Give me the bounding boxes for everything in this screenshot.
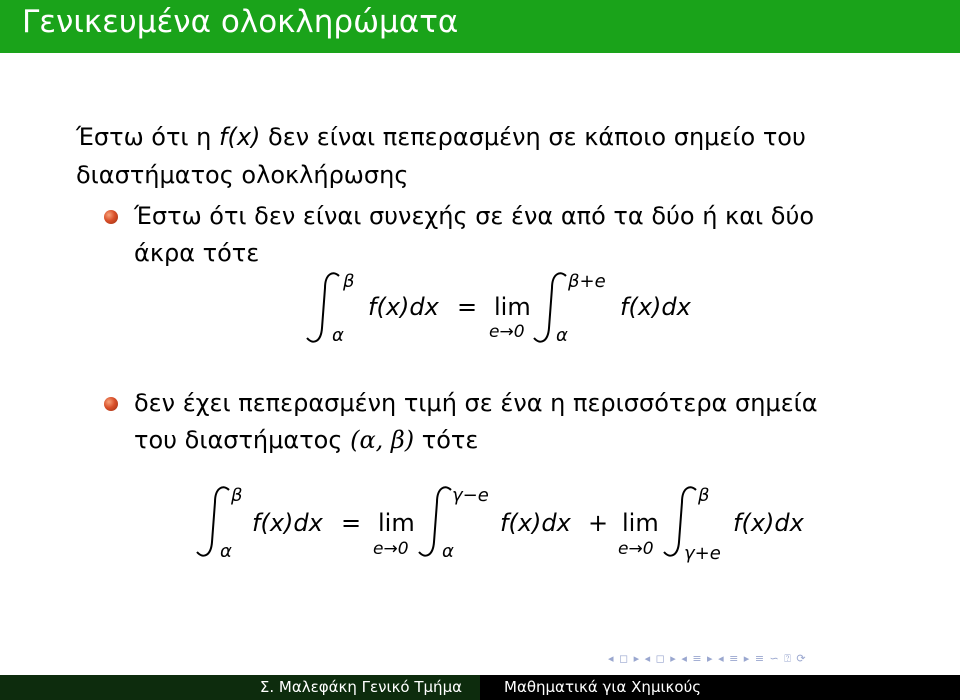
interval: (α, β): [350, 426, 415, 454]
bullet-2-text-pre: του διαστήματος: [134, 426, 351, 454]
equals-sign: =: [457, 293, 478, 321]
integrand: f(x)dx: [733, 509, 804, 537]
integrand: f(x)dx: [252, 509, 323, 537]
bullet-1-line-2: άκρα τότε: [134, 239, 260, 267]
upper-limit: β: [231, 485, 243, 506]
formula-2: [197, 485, 805, 564]
bullet-1-line-1: Έστω ότι δεν είναι συνεχής σε ένα από τα δύο ή και δύο: [134, 202, 815, 230]
integrand: f(x)dx: [620, 293, 691, 321]
intro-text-pre: Έστω ότι η: [76, 123, 220, 151]
equals-sign: =: [341, 509, 362, 537]
lower-limit: α: [220, 541, 232, 562]
navigation-bar[interactable]: ◂ ◻ ▸ ◂ ◻ ▸ ◂ ≡ ▸ ◂ ≡ ▸ ≡ ∽ ⍰ ⟳: [608, 652, 807, 665]
upper-limit: β: [698, 485, 710, 506]
footer-course-panel: [480, 675, 960, 700]
intro-fx: f(x): [219, 123, 261, 151]
plus-sign: +: [588, 509, 609, 537]
upper-limit: β+e: [568, 271, 606, 292]
limit: lim: [378, 509, 415, 537]
lower-limit: α: [556, 325, 568, 346]
upper-limit: β: [343, 271, 355, 292]
limit-subscript: e→0: [489, 322, 525, 342]
lower-limit: γ+e: [684, 543, 721, 564]
footer-author-panel: [0, 675, 480, 700]
intro-text-post: δεν είναι πεπερασμένη σε κάποιο σημείο του: [260, 123, 806, 151]
intro-line-2: διαστήματος ολοκλήρωσης: [76, 161, 409, 189]
limit-subscript: e→0: [618, 539, 654, 559]
bullet-2-text-post: τότε: [414, 426, 479, 454]
footer-author: Σ. Μαλεφάκη Γενικό Τμήμα: [259, 678, 462, 696]
limit: lim: [494, 293, 531, 321]
footer-course: Μαθηματικά για Χημικούς: [504, 678, 702, 696]
lower-limit: α: [332, 325, 344, 346]
limit: lim: [622, 509, 659, 537]
lower-limit: α: [442, 541, 454, 562]
bullet-2-line-1: δεν έχει πεπερασμένη τιμή σε ένα η περισσότερα σημεία: [134, 389, 818, 417]
slide-title: Γενικευμένα ολοκληρώματα: [22, 4, 459, 40]
formula-1: [307, 271, 692, 346]
integrand: f(x)dx: [500, 509, 571, 537]
limit-subscript: e→0: [373, 539, 409, 559]
integrand: f(x)dx: [368, 293, 439, 321]
upper-limit: γ−e: [452, 485, 489, 506]
